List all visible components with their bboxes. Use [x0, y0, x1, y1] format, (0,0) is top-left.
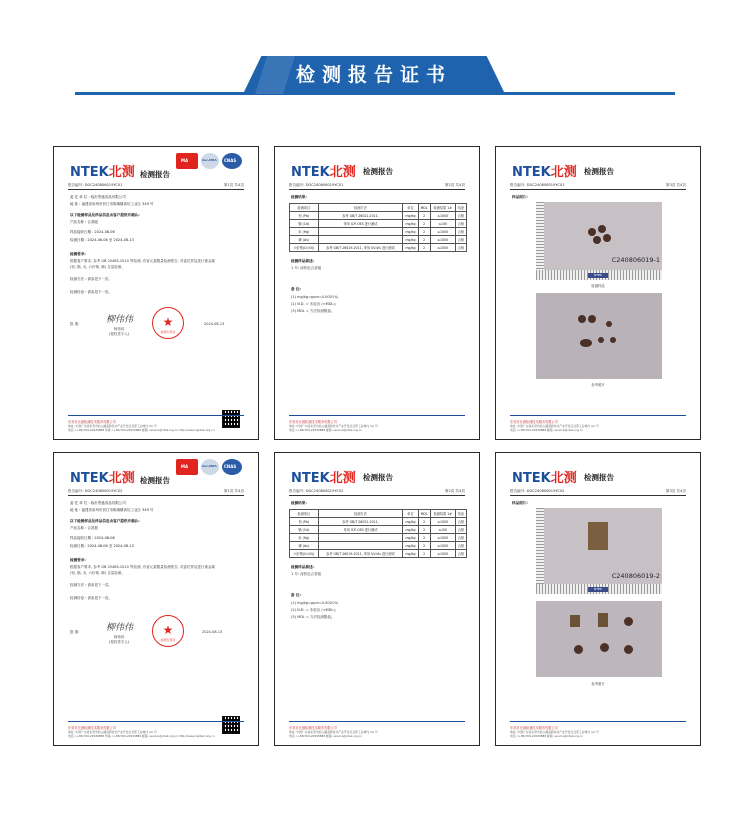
ntek-logo: NTEK北测: [291, 471, 356, 486]
table-cell: 参考 GB/T 26019-2011, 采用 UV-Vis 进行测试: [318, 244, 403, 252]
table-cell: 合格: [455, 534, 466, 542]
approver-title: 柯伟伟 (授权签字人): [109, 635, 130, 644]
table-cell: 合格: [455, 228, 466, 236]
table-cell: 铅 (Pb): [290, 518, 319, 526]
approver-label: 批 准:: [70, 322, 80, 326]
sample-desc: 1 号: 深棕色合香磁: [291, 266, 322, 270]
footer-contact: 电话: (+86)769-22930888 邮箱: service@ntek.org.cn: [289, 734, 363, 738]
ntek-logo: NTEK北测: [512, 471, 577, 486]
requirement-text: 根据客户要求, 参考 GB 25485-2010 等检测, 有害元素限量检测报告, 对委托样品进行重金属: [70, 259, 215, 263]
sample-info-heading: 以下检测样品及样品信息由客户提供并确认:: [70, 213, 140, 217]
table-header-cell: 单位: [403, 510, 418, 518]
note-item: (2) N.D. = 未检出 (<MDL);: [291, 302, 336, 306]
page-number: 第2页 共4页: [444, 489, 465, 493]
footer-company: 东莞市北测检测技术服务有限公司: [510, 420, 558, 424]
table-cell: ≤100: [430, 526, 455, 534]
footer-address: 地址: 中国广东省东莞市松山湖高新技术产业开发区北部工业城内 (A) 号: [289, 730, 378, 734]
table-header-cell: 结论: [455, 204, 466, 212]
signature: 柳伟伟: [106, 315, 134, 325]
ilac-mark-icon: ilac-MRA: [201, 153, 219, 169]
table-cell: mg/kg: [403, 550, 418, 558]
sample-piece: [603, 234, 611, 242]
footer-contact: 电话: (+86)769-22930888 传真: (+86)769-22930889 邮箱: service@ntek.org.cn http://www.dgntek.org.cn: [68, 734, 215, 738]
results-table: [289, 509, 467, 558]
table-cell: [318, 236, 403, 244]
table-cell: mg/kg: [403, 518, 418, 526]
seal-text: 检测专用章: [160, 638, 176, 642]
page-title: 检测报告: [140, 476, 170, 485]
ruler-vertical: [536, 202, 544, 280]
client-row: 委 托 单 位 : 临沂景盛食品有限公司: [70, 195, 126, 199]
footer-company: 东莞市北测检测技术服务有限公司: [68, 726, 116, 730]
table-cell: 铅 (Pb): [290, 212, 319, 220]
page-title: 检测报告: [363, 167, 393, 176]
seal-star-icon: ★: [162, 623, 174, 637]
table-header-row: [290, 204, 467, 212]
table-cell: ≤1000: [430, 542, 455, 550]
page-title: 检测报告: [584, 473, 614, 482]
table-row: [290, 518, 467, 526]
footer-divider: [289, 721, 465, 722]
table-row: [290, 526, 467, 534]
table-row: [290, 212, 467, 220]
sample-piece: [598, 337, 604, 343]
ntek-logo: NTEK北测: [70, 165, 135, 180]
table-cell: ≤1000: [430, 244, 455, 252]
sample-piece: [598, 613, 608, 627]
test-date-row: 检测日期 : 2024-08-06 至 2024-08-13: [70, 238, 134, 242]
sample-piece: [580, 339, 592, 347]
product-name-row: 产品名称 : 合香磁: [70, 220, 98, 224]
sample-piece: [588, 522, 608, 550]
table-cell: mg/kg: [403, 220, 418, 228]
table-cell: 参考 GB/T 26021-2011,: [318, 212, 403, 220]
table-cell: 合格: [455, 518, 466, 526]
footer-company: 东莞市北测检测技术服务有限公司: [289, 726, 337, 730]
title-banner: [75, 52, 675, 98]
table-row: [290, 542, 467, 550]
table-cell: 合格: [455, 526, 466, 534]
table-header-cell: 检测方法: [318, 204, 403, 212]
sample-piece: [598, 225, 606, 233]
footer-divider: [510, 415, 686, 416]
footer-divider: [510, 721, 686, 722]
table-cell: 参考 GB/T 26019-2011, 采用 UV-Vis 进行测试: [318, 550, 403, 558]
sample-photo: [536, 508, 662, 594]
report-page-photos-1[interactable]: [495, 146, 701, 440]
report-number: 报告编号: DGC240806019YC02: [510, 489, 565, 493]
report-page-cover-1[interactable]: [53, 146, 259, 440]
table-cell: 汞 (Hg): [290, 534, 319, 542]
footer-divider: [68, 415, 244, 416]
sample-desc: 1 号: 深棕色合香板: [291, 572, 322, 576]
table-cell: 合格: [455, 236, 466, 244]
table-header-cell: 检测结果 1#: [430, 510, 455, 518]
ilac-mark-icon: ilac-MRA: [201, 459, 219, 475]
divider: [289, 189, 465, 190]
ntek-logo: NTEK北测: [291, 165, 356, 180]
approver-title: 柯伟伟 (授权签字人): [109, 327, 130, 336]
sign-date: 2024-08-13: [202, 630, 223, 634]
table-cell: [318, 534, 403, 542]
table-header-cell: 检测方法: [318, 510, 403, 518]
footer-address: 地址: 中国广东省东莞市松山湖高新技术产业开发区北部工业城内 (A) 号: [510, 424, 599, 428]
table-cell: mg/kg: [403, 228, 418, 236]
table-cell: 六价铬(Cr(VI)): [290, 550, 319, 558]
table-header-cell: 单位: [403, 204, 418, 212]
note-item: (1) mg/kg=ppm=0.0001%;: [291, 295, 339, 299]
conclusion-row: 检测结论 : 请参见下一页。: [70, 290, 112, 294]
table-cell: 采用 ICP-OES 进行测试: [318, 526, 403, 534]
table-header-row: [290, 510, 467, 518]
footer-divider: [289, 415, 465, 416]
table-cell: 2: [418, 534, 430, 542]
table-cell: 2: [418, 212, 430, 220]
table-header-cell: MDL: [418, 204, 430, 212]
page-number: 第2页 共4页: [444, 183, 465, 187]
seal-text: 检测专用章: [160, 330, 176, 334]
signature: 柳伟伟: [106, 623, 134, 633]
footer-contact: 电话: (+86)769-22930888 邮箱: service@ntek.org.cn: [510, 734, 584, 738]
table-cell: mg/kg: [403, 534, 418, 542]
address-row: 地 址 : 福建省泉州市晋江市陈埭镇高坑工业区 349 号: [70, 508, 154, 512]
table-cell: 合格: [455, 212, 466, 220]
footer-address: 地址: 中国广东省东莞市松山湖高新技术产业开发区北部工业城内 (A) 号: [68, 730, 157, 734]
table-cell: mg/kg: [403, 212, 418, 220]
page-title: 检测报告: [363, 473, 393, 482]
photo-caption: 参考照片: [591, 682, 605, 686]
divider: [68, 495, 244, 496]
receive-date-row: 样品接收日期 : 2024-08-06: [70, 230, 115, 234]
note-item: (1) mg/kg=ppm=0.0001%;: [291, 601, 339, 605]
test-date-row: 检测日期 : 2024-08-06 至 2024-08-13: [70, 544, 134, 548]
table-cell: ≤1000: [430, 550, 455, 558]
table-cell: [318, 542, 403, 550]
banner-title: 检测报告证书: [295, 64, 452, 86]
report-page-results-1[interactable]: [274, 146, 480, 440]
table-cell: ≤1000: [430, 236, 455, 244]
table-cell: 合格: [455, 550, 466, 558]
sample-id-label: C240806019-2: [611, 572, 660, 580]
cnas-mark-icon: CNAS: [222, 459, 242, 475]
report-number: 报告编号: DGC240806019YC01: [289, 183, 344, 187]
table-cell: 2: [418, 236, 430, 244]
method-row: 检测方法 : 请参见下一页。: [70, 583, 112, 587]
divider: [510, 495, 686, 496]
qr-code-icon: [222, 410, 240, 428]
accreditation-marks: [176, 459, 246, 481]
ntek-logo: NTEK北测: [70, 471, 135, 486]
table-cell: 2: [418, 518, 430, 526]
table-row: [290, 550, 467, 558]
qr-code-icon: [222, 716, 240, 734]
reference-photo: [536, 293, 662, 379]
requirement-heading: 检测要求:: [70, 558, 86, 562]
table-cell: mg/kg: [403, 244, 418, 252]
table-header-cell: MDL: [418, 510, 430, 518]
sample-piece: [588, 315, 596, 323]
footer-company: 东莞市北测检测技术服务有限公司: [289, 420, 337, 424]
client-row: 委 托 单 位 : 临沂景盛食品有限公司: [70, 501, 126, 505]
report-number: 报告编号: DGC240806019YC02: [289, 489, 344, 493]
table-cell: ≤1000: [430, 228, 455, 236]
table-cell: 汞 (Hg): [290, 228, 319, 236]
table-cell: 采用 ICP-OES 进行测试: [318, 220, 403, 228]
page-number: 第3页 共4页: [665, 183, 686, 187]
table-cell: [318, 228, 403, 236]
report-number: 报告编号: DGC240806019YC02: [68, 489, 123, 493]
sample-desc-heading: 检测样品描述:: [291, 565, 314, 569]
page-title: 检测报告: [584, 167, 614, 176]
cnas-mark-icon: CNAS: [222, 153, 242, 169]
table-row: [290, 236, 467, 244]
ruler-vertical: [536, 508, 544, 594]
table-row: [290, 228, 467, 236]
note-item: (3) MDL = 方法检测限值。: [291, 615, 335, 619]
table-cell: ≤1000: [430, 534, 455, 542]
divider: [510, 189, 686, 190]
footer-contact: 电话: (+86)769-22930888 传真: (+86)769-22930889 邮箱: service@ntek.org.cn http://www.dgntek.org.cn: [68, 428, 215, 432]
table-cell: 2: [418, 526, 430, 534]
footer-address: 地址: 中国广东省东莞市松山湖高新技术产业开发区北部工业城内 (A) 号: [289, 424, 378, 428]
table-cell: ≤1000: [430, 212, 455, 220]
address-row: 地 址 : 福建省泉州市晋江市陈埭镇高坑工业区 349 号: [70, 202, 154, 206]
table-header-cell: 检测项目: [290, 510, 319, 518]
requirement-text-2: (铅, 镉, 汞, 六价铬, 砷) 含量检测。: [70, 265, 125, 269]
table-cell: 2: [418, 220, 430, 228]
divider: [68, 189, 244, 190]
table-row: [290, 220, 467, 228]
receive-date-row: 样品接收日期 : 2024-08-06: [70, 536, 115, 540]
results-table: [289, 203, 467, 252]
table-cell: 参考 GB/T 26021-2011,: [318, 518, 403, 526]
report-page-photos-2[interactable]: [495, 452, 701, 746]
page-number: 第3页 共4页: [665, 489, 686, 493]
note-item: (2) N.D. = 未检出 (<MDL);: [291, 608, 336, 612]
sample-photo: [536, 202, 662, 280]
sample-piece: [578, 315, 586, 323]
table-cell: 镉 (Cd): [290, 220, 319, 228]
seal-star-icon: ★: [162, 315, 174, 329]
sign-date: 2024-08-13: [204, 322, 225, 326]
requirement-text-2: (铅, 镉, 汞, 六价铬, 砷) 含量检测。: [70, 571, 125, 575]
table-cell: 合格: [455, 244, 466, 252]
photos-heading: 样品照片:: [512, 195, 528, 199]
sample-piece: [624, 645, 633, 654]
official-seal: [152, 615, 184, 647]
footer-company: 东莞市北测检测技术服务有限公司: [68, 420, 116, 424]
sample-piece: [570, 615, 580, 627]
product-name-row: 产品名称 : 合香板: [70, 526, 98, 530]
photos-heading: 样品照片:: [512, 501, 528, 505]
table-cell: mg/kg: [403, 542, 418, 550]
sample-piece: [624, 617, 633, 626]
footer-divider: [68, 721, 244, 722]
ruler-tag: NTEK: [588, 273, 608, 278]
sample-piece: [574, 645, 583, 654]
requirement-text: 根据客户要求, 参考 GB 25485-2010 等检测, 有害元素限量检测报告, 对委托样品进行重金属: [70, 565, 215, 569]
divider: [289, 495, 465, 496]
table-cell: 2: [418, 550, 430, 558]
ma-mark-icon: MA: [176, 459, 198, 475]
table-cell: 合格: [455, 220, 466, 228]
footer-contact: 电话: (+86)769-22930888 邮箱: service@ntek.org.cn: [289, 428, 363, 432]
table-cell: mg/kg: [403, 526, 418, 534]
table-row: [290, 244, 467, 252]
table-header-cell: 检测项目: [290, 204, 319, 212]
page-number: 第1页 共4页: [223, 489, 244, 493]
table-cell: 镉 (Cd): [290, 526, 319, 534]
table-cell: mg/kg: [403, 236, 418, 244]
table-cell: ≤100: [430, 220, 455, 228]
note-item: (3) MDL = 方法检测限值。: [291, 309, 335, 313]
table-cell: 砷 (As): [290, 236, 319, 244]
sample-info-heading: 以下检测样品及样品信息由客户提供并确认:: [70, 519, 140, 523]
report-page-results-2[interactable]: [274, 452, 480, 746]
approver-label: 批 准:: [70, 630, 80, 634]
table-row: [290, 534, 467, 542]
table-cell: 六价铬(Cr(VI)): [290, 244, 319, 252]
report-number: 报告编号: DGC240806019YC01: [510, 183, 565, 187]
table-header-cell: 检测结果 1#: [430, 204, 455, 212]
official-seal: [152, 307, 184, 339]
footer-company: 东莞市北测检测技术服务有限公司: [510, 726, 558, 730]
reference-photo: [536, 601, 662, 677]
table-cell: 2: [418, 244, 430, 252]
requirement-heading: 检测要求:: [70, 252, 86, 256]
table-cell: 2: [418, 542, 430, 550]
ntek-logo: NTEK北测: [512, 165, 577, 180]
table-header-cell: 结论: [455, 510, 466, 518]
sample-piece: [600, 643, 609, 652]
table-cell: 合格: [455, 542, 466, 550]
results-heading: 检测结果:: [291, 195, 307, 199]
sample-piece: [606, 321, 612, 327]
page-title: 检测报告: [140, 170, 170, 179]
table-cell: 2: [418, 228, 430, 236]
sample-desc-heading: 检测样品描述:: [291, 259, 314, 263]
table-cell: ≤1000: [430, 518, 455, 526]
footer-address: 地址: 中国广东省东莞市松山湖高新技术产业开发区北部工业城内 (A) 号: [510, 730, 599, 734]
photo-caption: 检测样品: [591, 284, 605, 288]
method-row: 检测方法 : 请参见下一页。: [70, 277, 112, 281]
ruler-tag: NTEK: [588, 587, 608, 592]
photo-caption: 参考照片: [591, 383, 605, 387]
results-heading: 检测结果:: [291, 501, 307, 505]
sample-piece: [588, 228, 596, 236]
footer-contact: 电话: (+86)769-22930888 邮箱: service@ntek.org.cn: [510, 428, 584, 432]
table-cell: 砷 (As): [290, 542, 319, 550]
notes-heading: 备 注:: [291, 287, 301, 291]
sample-piece: [610, 337, 616, 343]
notes-heading: 备 注:: [291, 593, 301, 597]
ma-mark-icon: MA: [176, 153, 198, 169]
footer-address: 地址: 中国广东省东莞市松山湖高新技术产业开发区北部工业城内 (A) 号: [68, 424, 157, 428]
page-number: 第1页 共4页: [223, 183, 244, 187]
conclusion-row: 检测结论 : 请参见下一页。: [70, 596, 112, 600]
sample-piece: [593, 236, 601, 244]
report-number: 报告编号: DGC240806019YC01: [68, 183, 123, 187]
report-page-cover-2[interactable]: [53, 452, 259, 746]
sample-id-label: C240806019-1: [611, 256, 660, 264]
accreditation-marks: [176, 153, 246, 175]
